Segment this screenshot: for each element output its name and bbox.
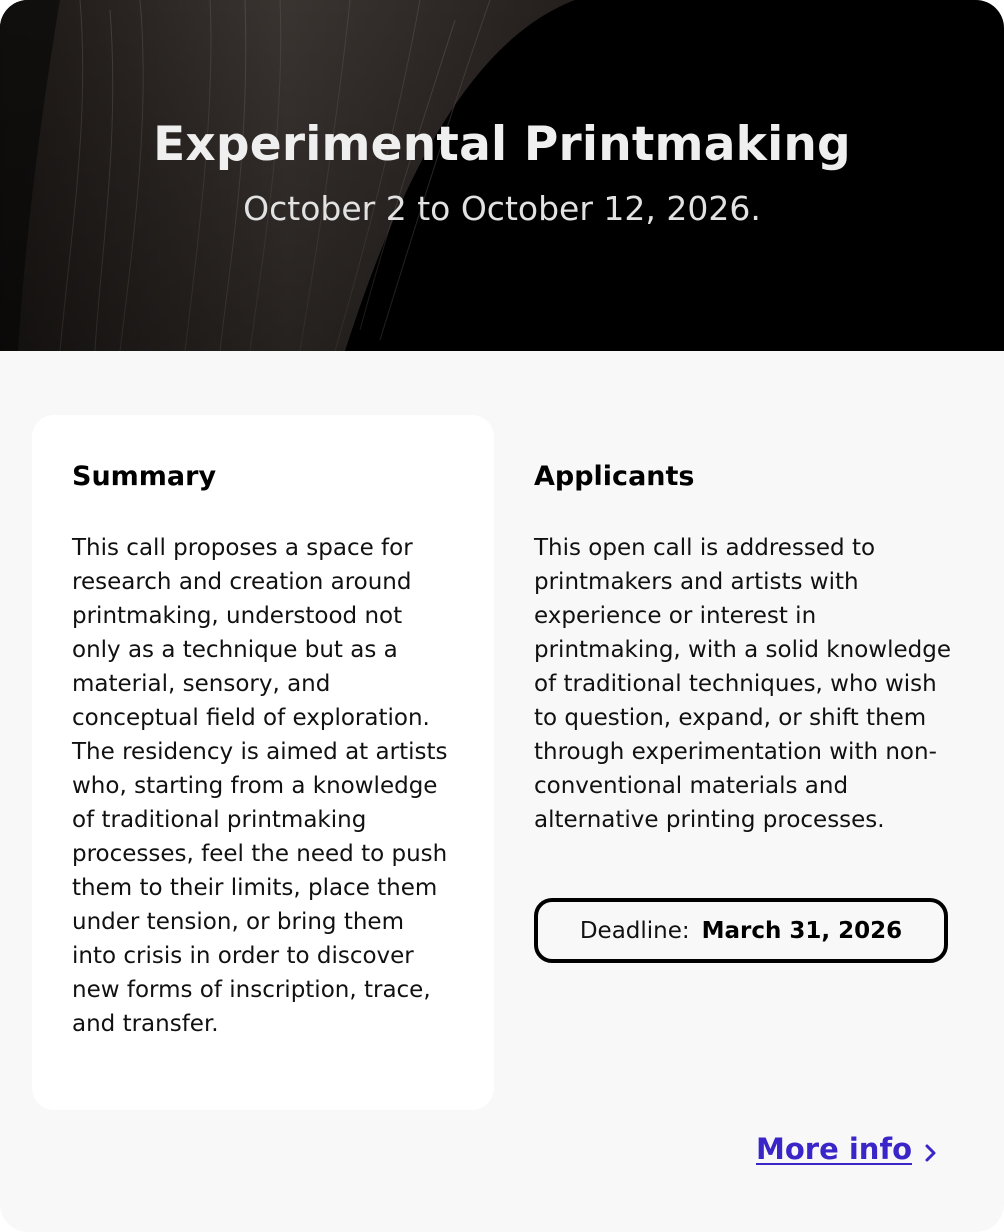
summary-panel: [32, 415, 494, 1110]
applicants-heading: Applicants: [534, 461, 695, 492]
applicants-section: [534, 415, 964, 837]
deadline-label: Deadline:: [579, 917, 690, 944]
summary-text: This call proposes a space for research and creation around printmaking, understood not only as a technique but as a material, sensory, and conceptual field of exploration. The residency is aimed at artists who, starting from a knowledge of traditional printmaking processes, feel the need to push them to their limits, place them under tension, or bring them into crisis in order to discover new forms of inscription, trace, and transfer.: [72, 535, 448, 1037]
event-dates: October 2 to October 12, 2026.: [243, 189, 761, 228]
hero-banner: [0, 0, 1004, 351]
page-title: Experimental Printmaking: [153, 117, 851, 172]
summary-heading: Summary: [72, 461, 217, 492]
deadline-date: March 31, 2026: [701, 917, 903, 944]
chevron-right-icon[interactable]: [924, 1142, 938, 1164]
applicants-text: This open call is addressed to printmakers and artists with experience or interest in printmaking, with a solid knowledge of traditional techniques, who wish to question, expand, or shift them through experimentation with non-conventional materials and alternative printing processes.: [534, 535, 951, 833]
more-info-label[interactable]: More info: [756, 1132, 912, 1166]
deadline-badge: [534, 898, 948, 963]
more-info-link[interactable]: [756, 1128, 938, 1170]
